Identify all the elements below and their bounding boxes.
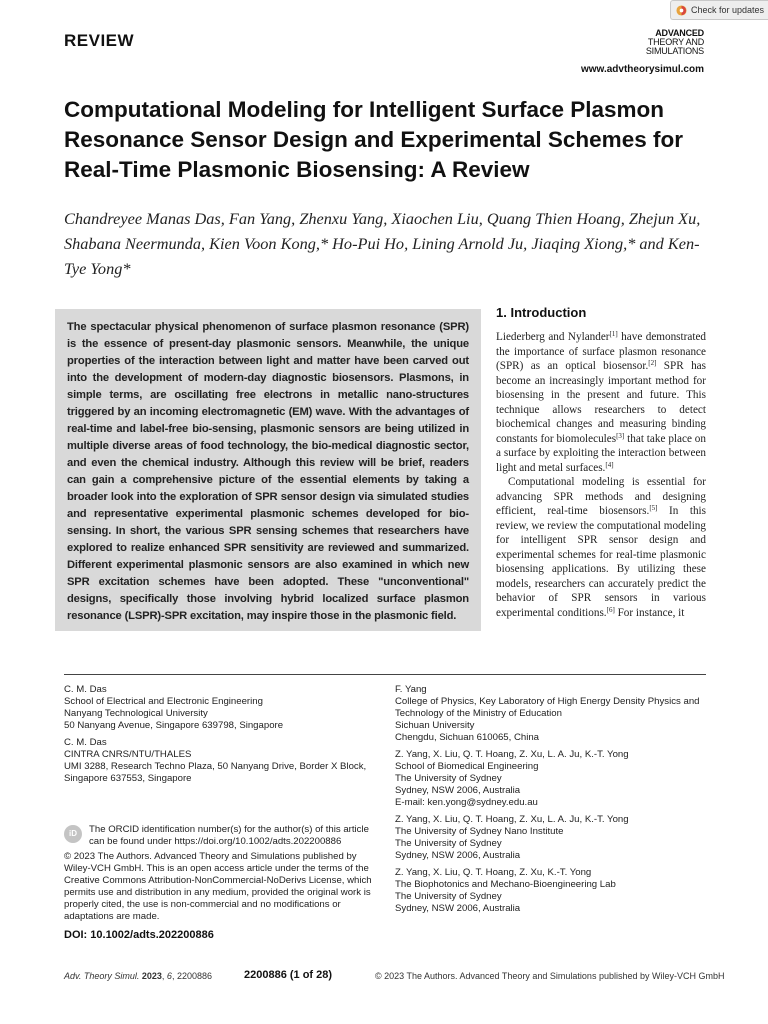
citation-link[interactable]: [3] xyxy=(616,431,625,440)
section-heading-introduction: 1. Introduction xyxy=(496,305,587,320)
text-run: have demonstrated the importance of surface plasmon resonance (SPR) as an optical biosensor. xyxy=(496,331,706,372)
orcid-note xyxy=(64,824,384,923)
author-list: Chandreyee Manas Das, Fan Yang, Zhenxu Yang, Xiaochen Liu, Quang Thien Hoang, Zhejun Xu, Shabana Neermunda, Kien Voon Kong,* Ho-Pui Ho, Lining Arnold Ju, Jiaqing Xiong,* and Ken-Tye Yong* xyxy=(64,209,701,278)
text-run: In this review, we review the computational modeling for intelligent SPR sensor design and experimental schemes for real-time plasmonic biosensing applications. By utilizing these models, researchers can accurately predict the behavior of SPR sensors in various experimental conditions. xyxy=(496,505,706,619)
text-run: Computational modeling is essential for advancing SPR methods and designing efficient, real-time biosensors. xyxy=(496,476,706,517)
citation-link[interactable]: [4] xyxy=(605,460,614,469)
citation-link[interactable]: [5] xyxy=(649,504,658,512)
journal-url[interactable]: www.advtheorysimul.com xyxy=(581,64,704,75)
text-run: For instance, it xyxy=(614,606,685,619)
affiliations-left xyxy=(64,684,379,790)
check-for-updates-button[interactable] xyxy=(670,0,768,20)
affiliation-block: F. Yang College of Physics, Key Laboratory of High Energy Density Physics and Technology of the Ministry of Education Sichuan University Chengdu, Sichuan 610065, China xyxy=(395,684,700,743)
intro-paragraph-1 xyxy=(496,330,706,475)
logo-line-2: THEORY AND xyxy=(647,37,704,47)
affiliation-block: C. M. Das CINTRA CNRS/NTU/THALES UMI 3288, Research Techno Plaza, 50 Nanyang Drive, Border X Block, Singapore 637553, Singapore xyxy=(64,737,367,784)
citation-link[interactable]: [2] xyxy=(648,359,657,367)
introduction-body xyxy=(496,330,706,620)
affiliation-block: C. M. Das School of Electrical and Electronic Engineering Nanyang Technological University 50 Nanyang Avenue, Singapore 639798, Singapore xyxy=(64,684,284,731)
citation-link[interactable]: [1] xyxy=(609,330,618,338)
abstract-box xyxy=(55,309,481,631)
orcid-text: The ORCID identification number(s) for the author(s) of this article can be found under https://doi.org/10.1002/adts.202200886 xyxy=(89,824,369,847)
orcid-icon[interactable]: iD xyxy=(64,825,82,843)
abstract-text: The spectacular physical phenomenon of surface plasmon resonance (SPR) is the essence of present-day plasmonic sensors. Meanwhile, the unique properties of the interaction between light and matter have been carved out into the development of modern-day diagnostic biosensors. Plasmons, in simple terms, are oscillating free electrons in metallic nano-structures triggered by an incoming electromagnetic (EM) wave. With the advantages of real-time and label-free bio-sensing, plasmonic sensors are being utilized in multiple diverse areas of food technology, the bio-medical diagnostic sector, and even the chemical industry. Although this review will be brief, readers can gain a comprehensive picture of the essential elements by taking a broader look into the exploration of SPR sensor design via simulated studies and representative experimental plasmonic schemes developed for bio-sensing. In short, the various SPR sensing schemes that researchers have explored to realize enhanced SPR sensitivity are reviewed and summarized. Different experimental plasmonic sensors are also examined in which new SPR excitation schemes have been adopted. These "unconventional" designs, specifically those involving hybrid localized surface plasmon resonance (LSPR)-SPR excitation, may inspire those in the plasmonic field. xyxy=(67,321,469,622)
text-run: SPR has become an increasingly important method for biosensing in the present and future. This technique allows researchers to detect biochemical changes and measuring binding constants for biomolecules xyxy=(496,360,706,445)
footer-year: 2023 xyxy=(141,971,162,981)
logo-line-1: ADVANCED xyxy=(655,28,704,38)
doi-link[interactable]: DOI: 10.1002/adts.202200886 xyxy=(64,929,214,941)
affiliation-divider xyxy=(64,674,706,675)
logo-line-3: SIMULATIONS xyxy=(645,46,704,56)
journal-logo xyxy=(646,29,704,56)
footer-citation: Adv. Theory Simul. 2023, 6, 2200886 xyxy=(64,971,212,981)
text-run: that take place on a surface by exploiting the interaction between light and metal surfaces. xyxy=(496,432,706,474)
section-label: REVIEW xyxy=(64,31,135,50)
affiliations-right xyxy=(395,684,710,920)
license-text: © 2023 The Authors. Advanced Theory and Simulations published by Wiley-VCH GmbH. This is an open access article under the terms of the Creative Commons Attribution-NonCommercial-NoDerivs License, which permits use and distribution in any medium, provided the original work is properly cited, the use is non-commercial and no modifications or adaptations are made. xyxy=(64,851,372,922)
crossmark-icon xyxy=(676,5,687,16)
footer-volume: 6 xyxy=(166,971,172,981)
text-run: Liederberg and Nylander xyxy=(496,331,610,343)
affiliation-block: Z. Yang, X. Liu, Q. T. Hoang, Z. Xu, L. A. Ju, K.-T. Yong The University of Sydney Nano Institute The University of Sydney Sydney, NSW 2006, Australia xyxy=(395,814,629,861)
affiliation-block: Z. Yang, X. Liu, Q. T. Hoang, Z. Xu, K.-T. Yong The Biophotonics and Mechano-Bioengineering Lab The University of Sydney Sydney, NSW 2006, Australia xyxy=(395,867,616,914)
citation-link[interactable]: [6] xyxy=(606,605,615,614)
affiliation-block: Z. Yang, X. Liu, Q. T. Hoang, Z. Xu, L. A. Ju, K.-T. Yong School of Biomedical Engineering The University of Sydney Sydney, NSW 2006, Australia E-mail: ken.yong@sydney.edu.au xyxy=(395,749,629,808)
intro-paragraph-2 xyxy=(496,475,706,620)
footer-article-number: 2200886 xyxy=(176,971,212,981)
check-for-updates-label: Check for updates xyxy=(691,5,765,15)
paper-title: Computational Modeling for Intelligent Surface Plasmon Resonance Sensor Design and Experimental Schemes for Real-Time Plasmonic Biosensing: A Review xyxy=(64,97,683,182)
footer-copyright: © 2023 The Authors. Advanced Theory and Simulations published by Wiley-VCH GmbH xyxy=(375,971,725,981)
footer-journal-name: Adv. Theory Simul. xyxy=(64,971,140,981)
footer-page-number: 2200886 (1 of 28) xyxy=(244,969,333,981)
